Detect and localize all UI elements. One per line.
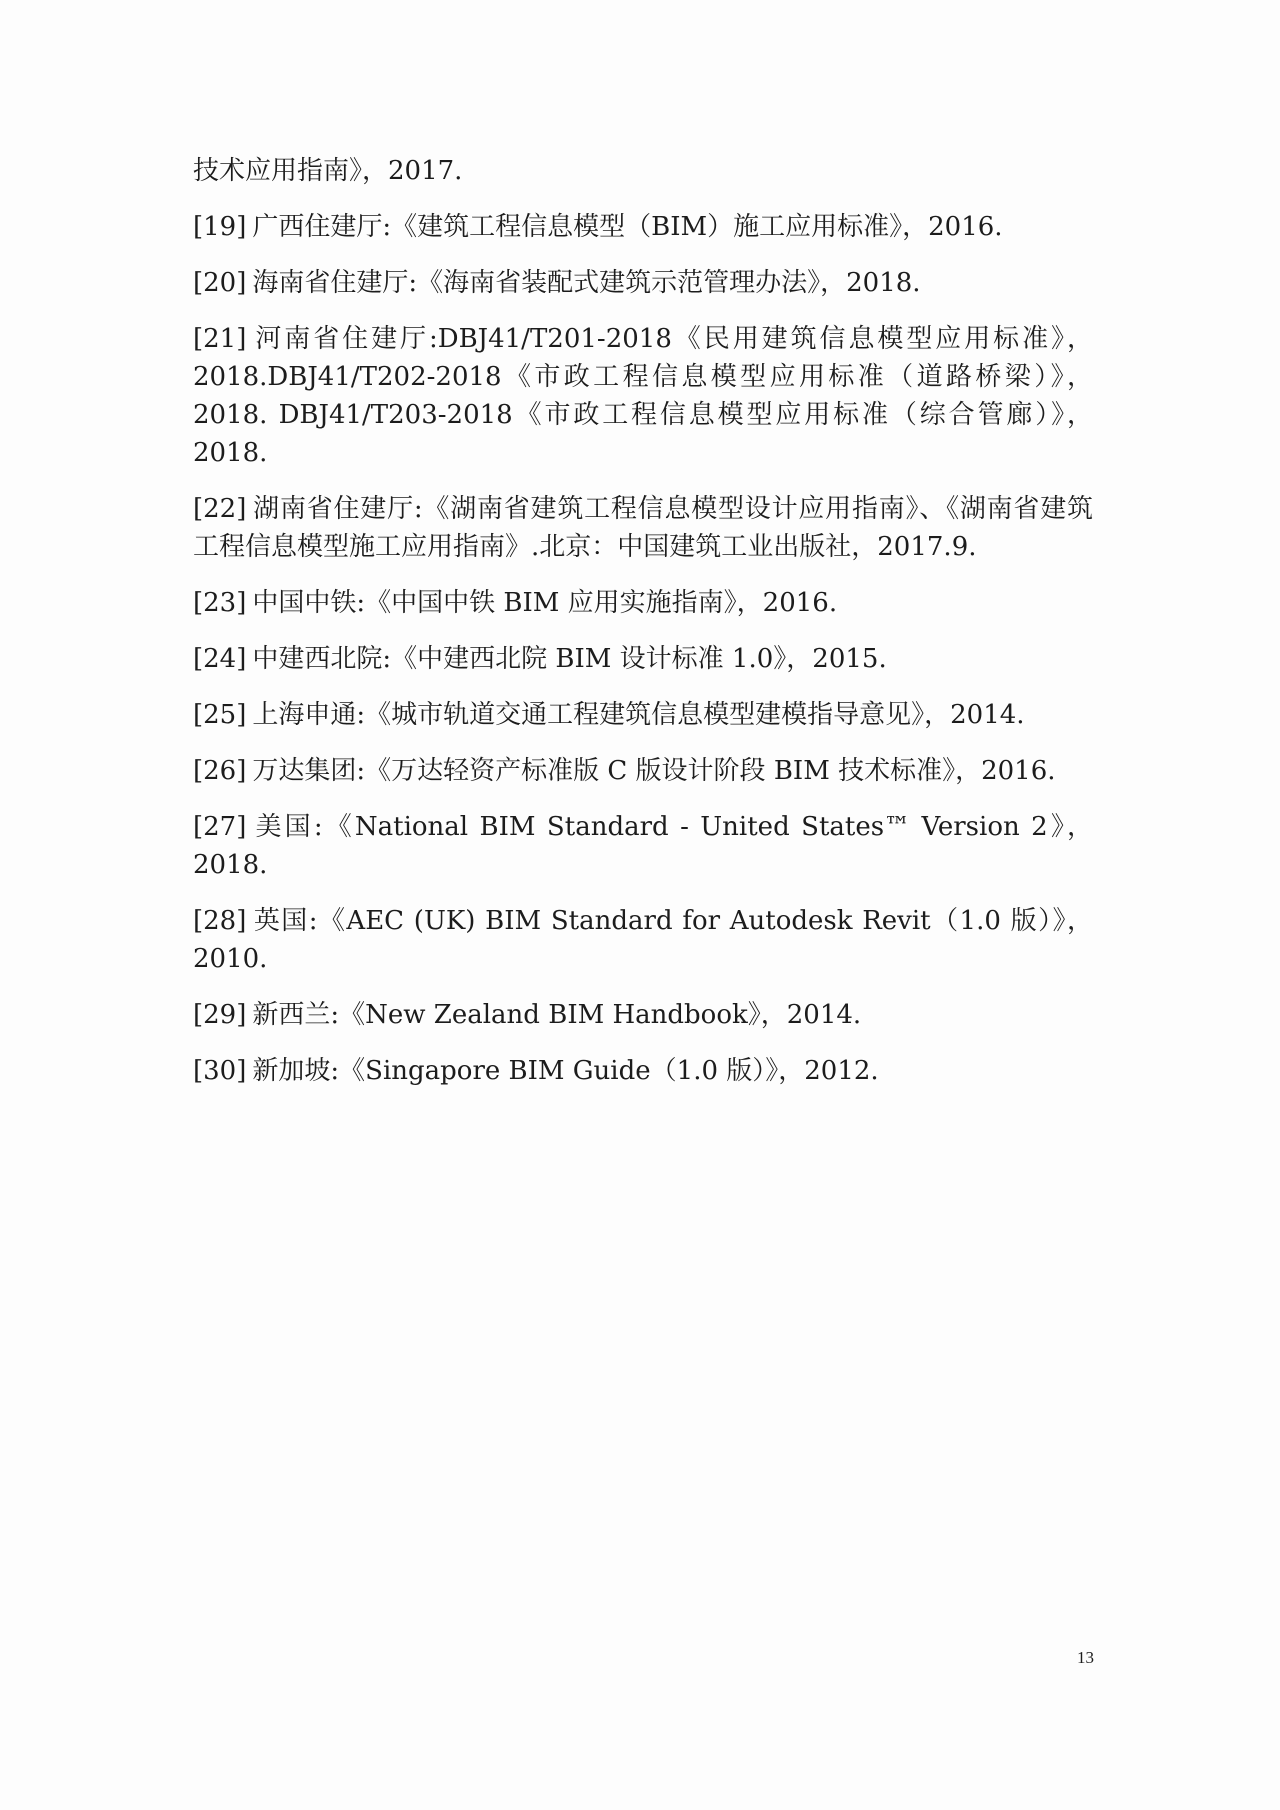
reference-text: 英国:《AEC (UK) BIM Standard for Autodesk Revit（1.0 版）》，2010. (193, 906, 1093, 974)
reference-number: [26] (193, 756, 247, 786)
reference-number: [21] (193, 324, 247, 354)
reference-text: 美国:《National BIM Standard - United States™ Version 2》，2018. (193, 812, 1093, 880)
reference-item (193, 696, 1093, 734)
reference-number: [29] (193, 1000, 247, 1030)
reference-text: 新西兰:《New Zealand BIM Handbook》，2014. (252, 1000, 862, 1030)
reference-item (193, 996, 1093, 1034)
reference-item (193, 1052, 1093, 1090)
reference-list (193, 152, 1093, 1108)
reference-number: [27] (193, 812, 247, 842)
reference-number: [22] (193, 494, 247, 524)
reference-text: 上海申通:《城市轨道交通工程建筑信息模型建模指导意见》，2014. (252, 700, 1025, 730)
reference-number: [19] (193, 212, 247, 242)
reference-item (193, 320, 1093, 472)
reference-text: 海南省住建厅:《海南省装配式建筑示范管理办法》，2018. (252, 268, 921, 298)
reference-item (193, 208, 1093, 246)
reference-number: [23] (193, 588, 247, 618)
reference-item (193, 264, 1093, 302)
reference-number: [30] (193, 1056, 247, 1086)
reference-number: [25] (193, 700, 247, 730)
reference-item (193, 584, 1093, 622)
reference-continued: 技术应用指南》，2017. (193, 156, 463, 186)
reference-item (193, 902, 1093, 978)
reference-item (193, 808, 1093, 884)
reference-text: 湖南省住建厅:《湖南省建筑工程信息模型设计应用指南》、《湖南省建筑工程信息模型施工应用指南》.北京：中国建筑工业出版社，2017.9. (193, 494, 1093, 562)
reference-number: [28] (193, 906, 247, 936)
reference-number: [20] (193, 268, 247, 298)
reference-item (193, 640, 1093, 678)
reference-item (193, 490, 1093, 566)
reference-item (193, 752, 1093, 790)
reference-text: 万达集团:《万达轻资产标准版 C 版设计阶段 BIM 技术标准》，2016. (252, 756, 1056, 786)
reference-text: 中建西北院:《中建西北院 BIM 设计标准 1.0》，2015. (252, 644, 887, 674)
reference-number: [24] (193, 644, 247, 674)
page-number: 13 (1077, 1648, 1094, 1667)
reference-text: 广西住建厅:《建筑工程信息模型（BIM）施工应用标准》，2016. (252, 212, 1003, 242)
reference-text: 河南省住建厅:DBJ41/T201-2018《民用建筑信息模型应用标准》，2018.DBJ41/T202-2018《市政工程信息模型应用标准（道路桥梁）》，2018. DBJ41/T203-2018《市政工程信息模型应用标准（综合管廊）》，2018. (193, 324, 1093, 468)
reference-text: 中国中铁:《中国中铁 BIM 应用实施指南》，2016. (252, 588, 838, 618)
reference-text: 新加坡:《Singapore BIM Guide（1.0 版）》，2012. (252, 1056, 879, 1086)
